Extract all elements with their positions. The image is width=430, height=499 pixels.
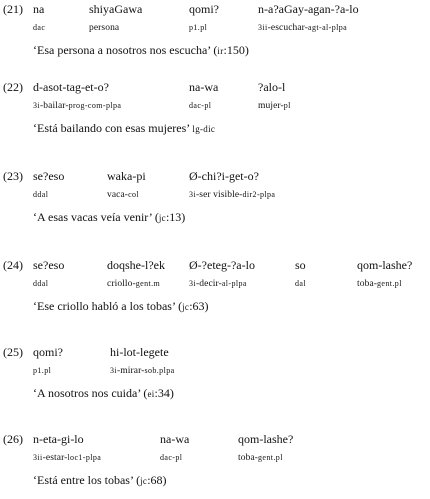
gloss-abbreviation: agt-al-plpa: [308, 23, 348, 32]
source-word: qomi?: [33, 345, 63, 359]
source-reference: :150): [223, 43, 249, 57]
free-translation: [33, 43, 249, 58]
gloss-abbreviation: dac-pl: [160, 453, 183, 462]
gloss-text: mujer-: [258, 101, 284, 111]
gloss: [33, 101, 121, 111]
gloss-abbreviation: 3i: [110, 366, 118, 375]
source-code: lg-dic: [192, 124, 216, 134]
gloss-text: -ser visible-: [196, 190, 243, 200]
free-translation: [33, 210, 185, 225]
translation-text: ‘Está bailando con esas mujeres’: [33, 121, 193, 135]
gloss: [258, 23, 347, 33]
example-number: (26): [3, 432, 23, 446]
gloss-text: -decir-: [196, 279, 222, 289]
gloss: [107, 279, 160, 289]
gloss: [258, 101, 291, 111]
gloss-abbreviation: dac: [33, 23, 46, 32]
source-word: doqshe-l?ek: [107, 258, 165, 272]
free-translation: [33, 386, 174, 401]
gloss-abbreviation: dal: [295, 279, 306, 288]
gloss: [33, 453, 101, 463]
source-code: ei: [147, 389, 155, 399]
source-word: waka-pi: [107, 169, 146, 183]
gloss-abbreviation: prog-com-plpa: [68, 101, 122, 110]
source-reference: :63): [189, 299, 209, 313]
source-word: qom-lashe?: [238, 432, 294, 446]
gloss-abbreviation: dac-pl: [189, 101, 212, 110]
source-word: se?eso: [33, 258, 65, 272]
source-word: na-wa: [160, 432, 190, 446]
source-word: ?alo-l: [258, 80, 286, 94]
gloss: [89, 23, 119, 33]
translation-text: ‘A nosotros nos cuida’ (: [33, 386, 148, 400]
source-word: n-eta-gi-lo: [33, 432, 84, 446]
gloss-abbreviation: ddal: [33, 190, 49, 199]
source-word: n-a?aGay-agan-?a-lo: [258, 2, 359, 16]
gloss-abbreviation: pl: [283, 101, 291, 110]
gloss-abbreviation: col: [128, 190, 140, 199]
example-number: (24): [3, 258, 23, 272]
gloss: [189, 190, 275, 200]
source-code: jc: [140, 476, 148, 486]
gloss-text: toba-: [238, 453, 259, 463]
gloss: [33, 23, 45, 33]
gloss: [295, 279, 306, 289]
gloss: [33, 190, 48, 200]
source-reference: :13): [165, 210, 186, 224]
gloss-abbreviation: ddal: [33, 279, 49, 288]
gloss: [189, 23, 207, 33]
source-reference: :34): [154, 386, 174, 400]
gloss-text: -estar-: [42, 453, 68, 463]
gloss: [110, 366, 175, 376]
gloss-abbreviation: 3ii: [33, 453, 43, 462]
source-word: shiyaGawa: [89, 2, 143, 16]
gloss: [189, 279, 247, 289]
source-code: ir: [217, 46, 224, 56]
gloss: [189, 101, 211, 111]
source-word: se?eso: [33, 169, 65, 183]
gloss: [107, 190, 139, 200]
gloss-abbreviation: loc1-plpa: [67, 453, 102, 462]
free-translation: [33, 299, 209, 314]
source-word: na-wa: [189, 80, 219, 94]
source-word: so: [295, 258, 306, 272]
gloss-abbreviation: 3ii: [258, 23, 268, 32]
free-translation: [33, 473, 167, 488]
source-word: d-asot-tag-et-o?: [33, 80, 109, 94]
gloss-text: toba-: [357, 279, 378, 289]
gloss-abbreviation: p1.pl: [189, 23, 208, 32]
gloss-abbreviation: 3i: [189, 190, 197, 199]
gloss-abbreviation: gent.pl: [377, 279, 402, 288]
gloss-abbreviation: 3i: [189, 279, 197, 288]
source-word: Ø-chi?i-get-o?: [189, 169, 259, 183]
gloss: [33, 279, 48, 289]
translation-text: ‘Ese criollo habló a los tobas’ (: [33, 299, 183, 313]
source-word: qomi?: [189, 2, 219, 16]
translation-text: ‘Está entre los tobas’ (: [33, 473, 141, 487]
source-reference: :68): [147, 473, 167, 487]
gloss-abbreviation: 3i: [33, 101, 41, 110]
example-number: (21): [3, 2, 23, 16]
gloss-text: criollo-: [107, 279, 136, 289]
source-word: hi-lot-legete: [110, 345, 169, 359]
source-word: Ø-?eteg-?a-lo: [189, 258, 255, 272]
gloss-abbreviation: al-plpa: [221, 279, 247, 288]
source-word: na: [33, 2, 45, 16]
free-translation: [33, 121, 215, 136]
gloss-abbreviation: sob.plpa: [144, 366, 175, 375]
gloss: [238, 453, 283, 463]
gloss-text: -escuchar-: [267, 23, 309, 33]
gloss-abbreviation: p1.pl: [33, 366, 52, 375]
example-number: (22): [3, 80, 23, 94]
gloss: [33, 366, 51, 376]
source-word: qom-lashe?: [357, 258, 413, 272]
gloss-text: vaca-: [107, 190, 129, 200]
translation-text: ‘Esa persona a nosotros nos escucha’ (: [33, 43, 218, 57]
gloss-abbreviation: gent.m: [135, 279, 161, 288]
gloss: [357, 279, 402, 289]
gloss-text: -bailar-: [40, 101, 69, 111]
source-code: jc: [182, 302, 190, 312]
translation-text: ‘A esas vacas veía venir’ (: [33, 210, 159, 224]
gloss-abbreviation: dir2-plpa: [242, 190, 276, 199]
example-number: (23): [3, 169, 23, 183]
example-number: (25): [3, 345, 23, 359]
gloss-abbreviation: gent.pl: [258, 453, 283, 462]
gloss-text: persona: [89, 23, 120, 33]
gloss-text: -mirar-: [117, 366, 145, 376]
source-code: jc: [158, 213, 166, 223]
gloss: [160, 453, 182, 463]
